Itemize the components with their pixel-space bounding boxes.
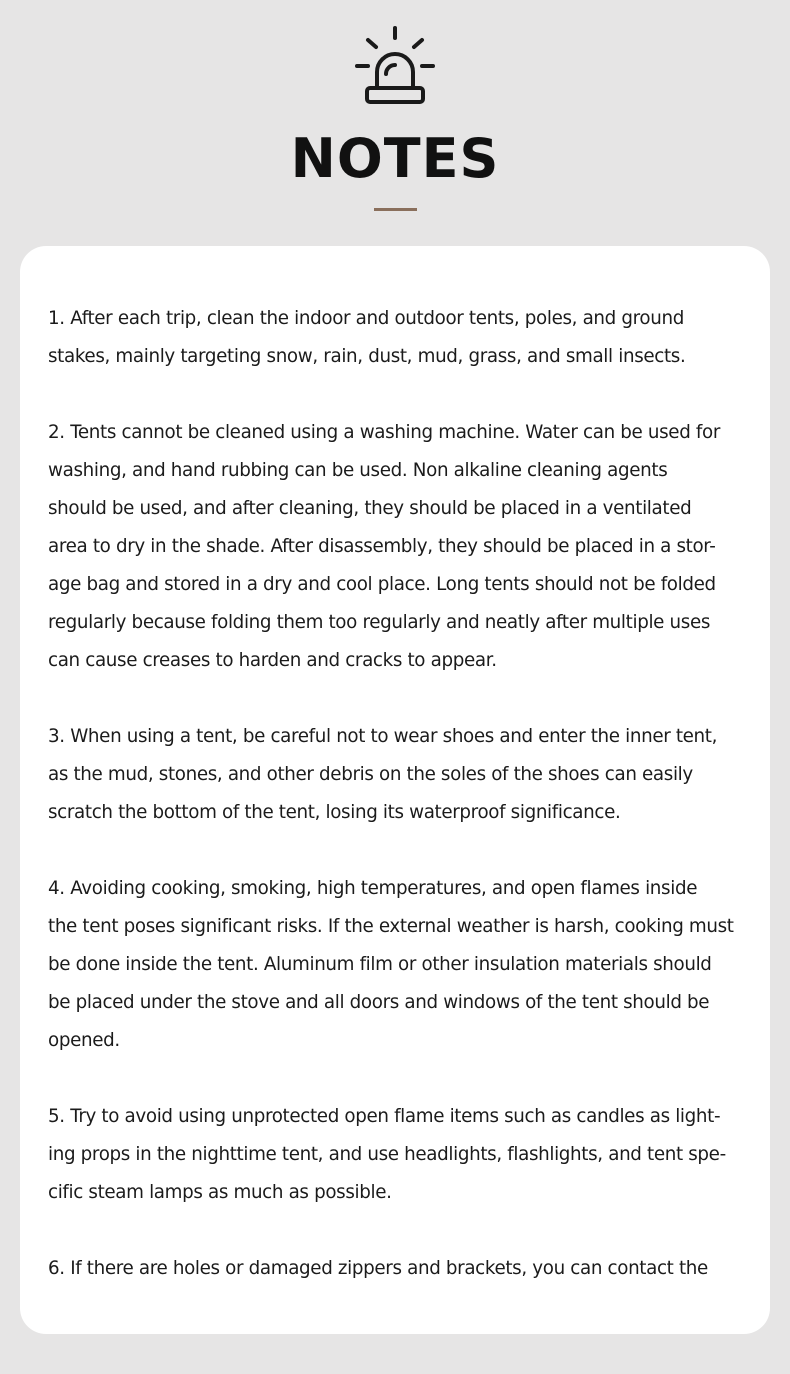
note-line: as the mud, stones, and other debris on the soles of the shoes can easily: [48, 764, 693, 785]
paragraph-gap: [48, 1060, 748, 1098]
note-item: [48, 300, 748, 376]
note-line: 3. When using a tent, be careful not to wear shoes and enter the inner tent,: [48, 726, 718, 747]
paragraph-gap: [48, 1212, 748, 1250]
note-item: [48, 718, 748, 832]
note-line: the tent poses significant risks. If the external weather is harsh, cooking must: [48, 916, 734, 937]
note-line: ing props in the nighttime tent, and use headlights, flashlights, and tent spe-: [48, 1144, 726, 1165]
note-line: 1. After each trip, clean the indoor and outdoor tents, poles, and ground: [48, 308, 684, 329]
note-line: be placed under the stove and all doors and windows of the tent should be: [48, 992, 710, 1013]
paragraph-gap: [48, 376, 748, 414]
note-item: [48, 1098, 748, 1212]
paragraph-gap: [48, 832, 748, 870]
note-line: age bag and stored in a dry and cool place. Long tents should not be folded: [48, 574, 716, 595]
note-line: 4. Avoiding cooking, smoking, high temperatures, and open flames inside: [48, 878, 698, 899]
note-line: cific steam lamps as much as possible.: [48, 1182, 392, 1203]
note-line: 5. Try to avoid using unprotected open flame items such as candles as light-: [48, 1106, 721, 1127]
note-line: 2. Tents cannot be cleaned using a washing machine. Water can be used for: [48, 422, 720, 443]
note-line: regularly because folding them too regularly and neatly after multiple uses: [48, 612, 711, 633]
paragraph-gap: [48, 680, 748, 718]
note-line: can cause creases to harden and cracks to appear.: [48, 650, 497, 671]
title-divider: [374, 208, 417, 211]
page-title: NOTES: [290, 127, 500, 190]
note-line: 6. If there are holes or damaged zippers and brackets, you can contact the: [48, 1258, 708, 1279]
note-item: [48, 1250, 748, 1288]
note-line: area to dry in the shade. After disassembly, they should be placed in a stor-: [48, 536, 716, 557]
note-line: should be used, and after cleaning, they should be placed in a ventilated: [48, 498, 692, 519]
alarm-siren-icon: [353, 24, 437, 106]
note-item: [48, 870, 748, 1060]
note-line: stakes, mainly targeting snow, rain, dust, mud, grass, and small insects.: [48, 346, 686, 367]
note-line: scratch the bottom of the tent, losing its waterproof significance.: [48, 802, 621, 823]
note-item: [48, 414, 748, 680]
note-line: washing, and hand rubbing can be used. Non alkaline cleaning agents: [48, 460, 668, 481]
note-line: be done inside the tent. Aluminum film or other insulation materials should: [48, 954, 712, 975]
notes-list: [48, 300, 748, 1288]
note-line: opened.: [48, 1030, 120, 1051]
